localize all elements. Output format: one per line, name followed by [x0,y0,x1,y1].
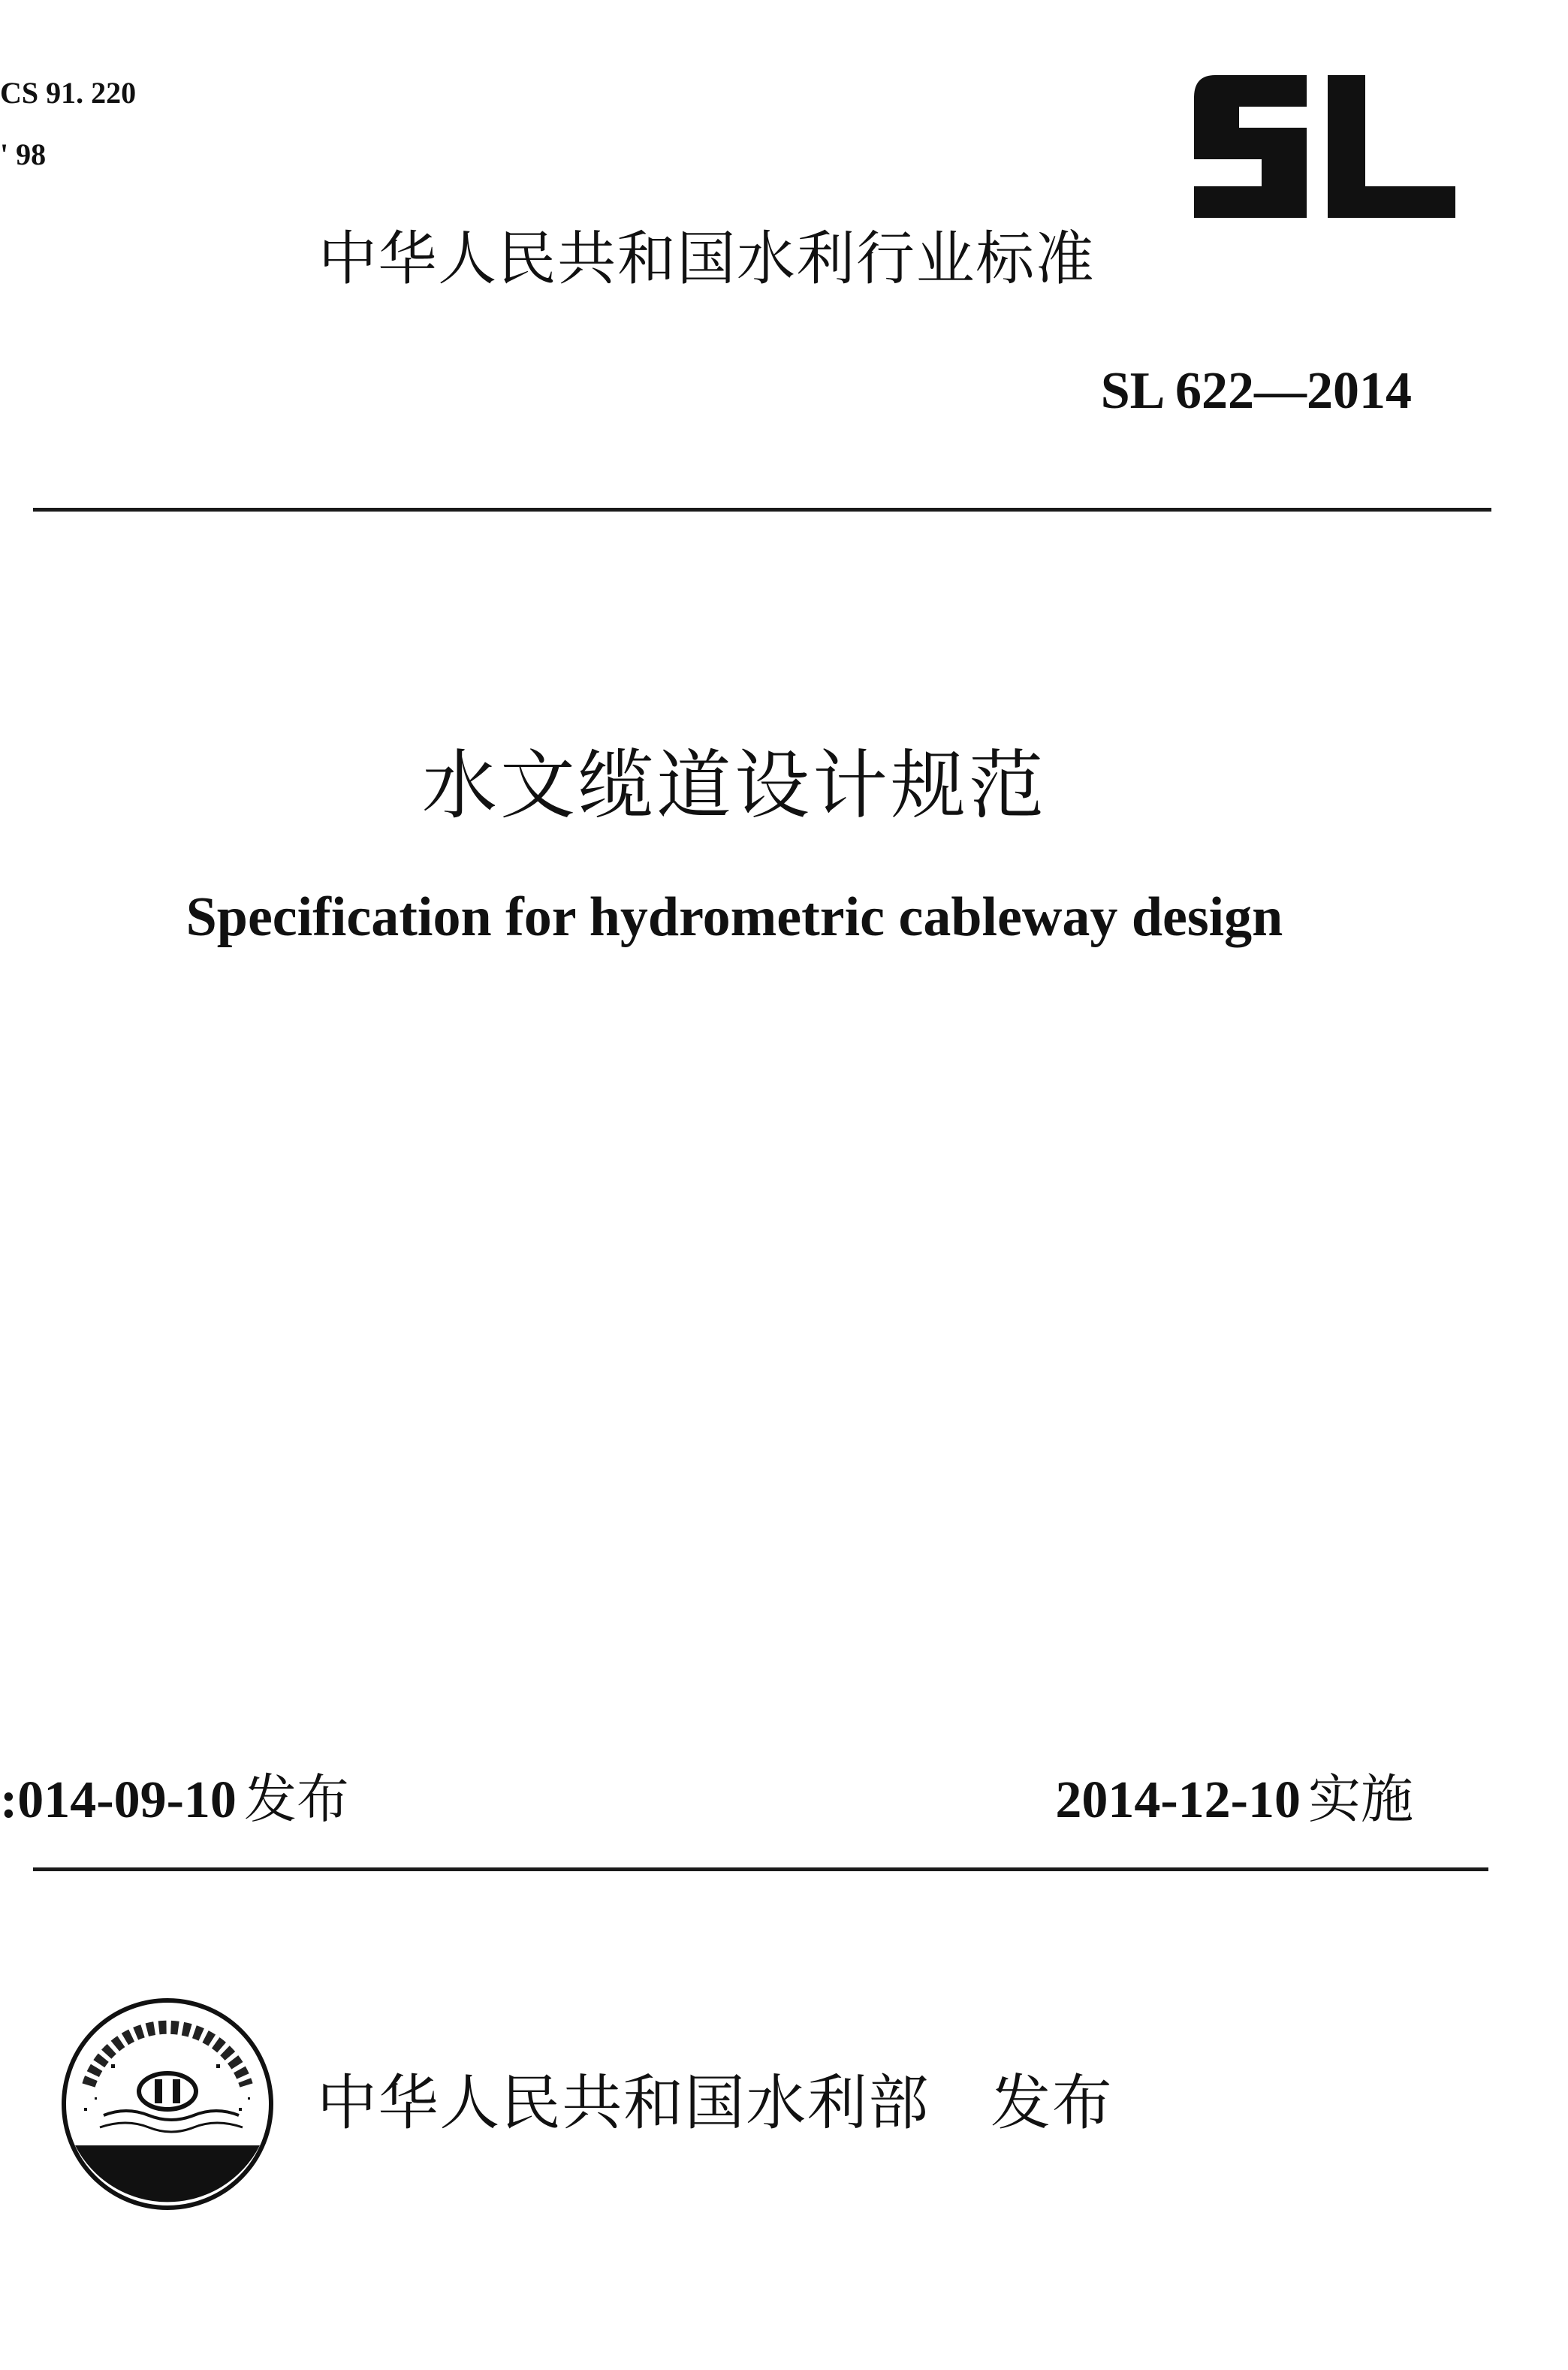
document-title-chinese: 水文缆道设计规范 [422,741,1047,829]
implementation-date-label: 实施 [1308,1768,1413,1830]
issue-date [0,1768,349,1830]
anti-counterfeit-seal-icon [59,1995,276,2213]
top-divider [33,508,1491,512]
document-title-english: Specification for hydrometric cableway design [185,886,1283,948]
implementation-date-value: 2014-12-10 [1055,1771,1301,1829]
implementation-date [1055,1768,1413,1830]
ics-code: CS 91. 220 [0,76,137,110]
industry-standard-title: 中华人民共和国水利行业标准 [318,225,1096,293]
standard-number: SL 622—2014 [1100,362,1412,420]
bottom-divider [33,1867,1488,1871]
sl-logo [1194,75,1455,218]
issue-date-value: :014-09-10 [0,1771,237,1829]
issue-date-label: 发布 [243,1768,349,1830]
ics-sub-code: ' 98 [0,137,47,171]
publisher: 中华人民共和国水利部 发布 [317,2068,1114,2138]
